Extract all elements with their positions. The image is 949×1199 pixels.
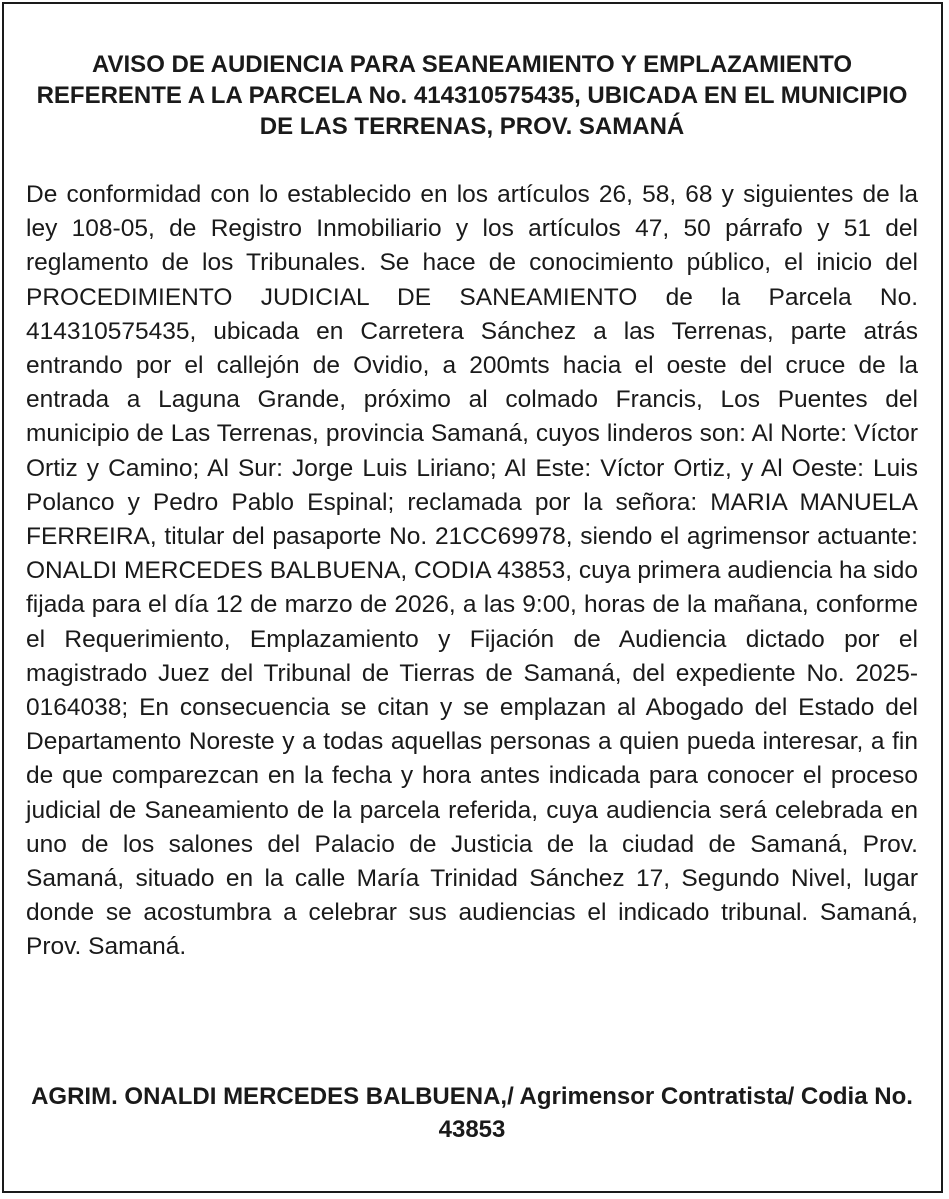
notice-body: De conformidad con lo establecido en los artículos 26, 58, 68 y siguientes de la ley 108-05, de Registro Inmobiliario y los artículos 47, 50 párrafo y 51 del reglamento de los Tribunales. Se hace de conocimiento público, el inicio del PROCEDIMIENTO JUDICIAL DE SANEAMIENTO de la Parcela No. 414310575435, ubicada en Carretera Sánchez a las Terrenas, parte atrás entrando por el callejón de Ovidio, a 200mts hacia el oeste del cruce de la entrada a Laguna Grande, próximo al colmado Francis, Los Puentes del municipio de Las Terrenas, provincia Samaná, cuyos linderos son: Al Norte: Víctor Ortiz y Camino; Al Sur: Jorge Luis Liriano; Al Este: Víctor Ortiz, y Al Oeste: Luis Polanco y Pedro Pablo Espinal; reclamada por la señora: MARIA MANUELA FERREIRA, titular del pasaporte No. 21CC69978, siendo el agrimensor actuante: ONALDI MERCEDES BALBUENA, CODIA 43853, cuya primera audiencia ha sido fijada para el día 12 de marzo de 2026, a las 9:00, horas de la mañana, conforme el Requerimiento, Emplazamiento y Fijación de Audiencia dictado por el magistrado Juez del Tribunal de Tierras de Samaná, del expediente No. 2025-0164038; En consecuencia se citan y se emplazan al Abogado del Estado del Departamento Noreste y a todas aquellas personas a quien pueda interesar, a fin de que comparezcan en la fecha y hora antes indicada para conocer el proceso judicial de Saneamiento de la parcela referida, cuya audiencia será celebrada en uno de los salones del Palacio de Justicia de la ciudad de Samaná, Prov. Samaná, situado en la calle María Trinidad Sánchez 17, Segundo Nivel, lugar donde se acostumbra a celebrar sus audiencias el indicado tribunal. Samaná, Prov. Samaná. (26, 181, 918, 961)
notice-signature: AGRIM. ONALDI MERCEDES BALBUENA,/ Agrimensor Contratista/ Codia No. 43853 (31, 1083, 913, 1143)
notice-title: AVISO DE AUDIENCIA PARA SEANEAMIENTO Y EMPLAZAMIENTO REFERENTE A LA PARCELA No. 414310575435, UBICADA EN EL MUNICIPIO DE LAS TERRENAS, PROV. SAMANÁ (36, 51, 908, 140)
